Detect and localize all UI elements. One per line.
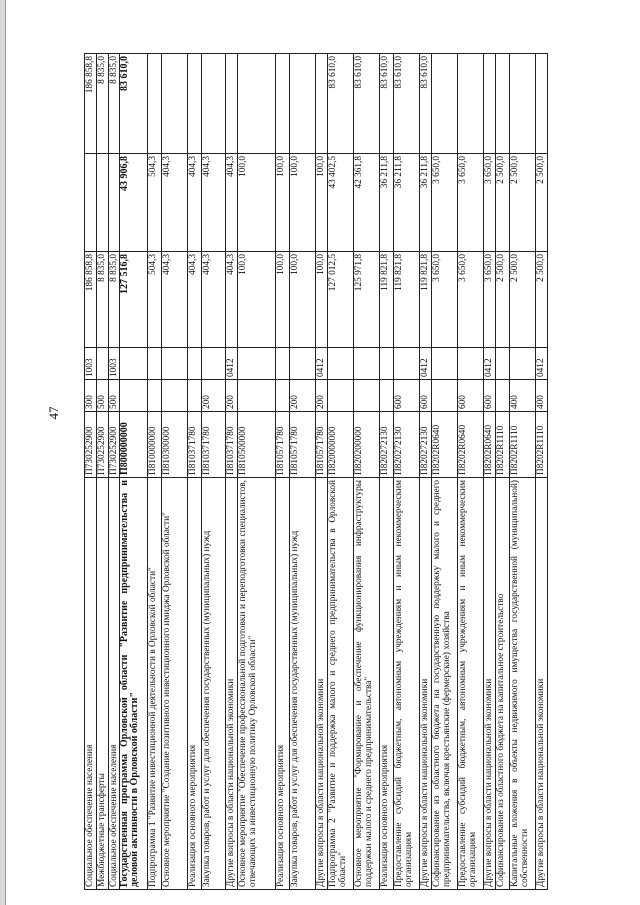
row-amount-2-cell: 100,0 [276,154,290,252]
row-name-cell: Другие вопросы в области национальной экономики [420,478,432,890]
row-section-cell: 1003 [85,348,97,380]
row-amount-2-cell: 43 402,5 [328,154,354,252]
row-amount-1-cell: 404,3 [226,252,238,348]
row-amount-1-cell: 119 821,8 [420,252,432,348]
table-row [394,54,420,890]
row-section-cell: 0412 [420,348,432,380]
row-amount-1-cell: 100,0 [290,252,316,348]
row-amount-2-cell: 3 650,0 [458,154,484,252]
table-row [458,54,484,890]
row-section-cell [394,348,420,380]
row-amount-1-cell: 2 500,0 [496,252,510,348]
table-row [120,54,148,890]
row-expense-type-cell: 500 [97,380,109,412]
rotated-page [84,54,546,890]
table-row [420,54,432,890]
row-amount-1-cell: 8 835,0 [97,252,109,348]
row-expense-type-cell: 400 [510,380,536,412]
row-name-cell: Другие вопросы в области национальной экономики [536,478,548,890]
row-section-cell: 0412 [316,348,328,380]
row-amount-3-cell [510,54,536,154]
row-expense-type-cell: 200 [202,380,226,412]
row-amount-2-cell: 42 361,8 [354,154,380,252]
row-amount-3-cell [290,54,316,154]
table-row [276,54,290,890]
row-expense-type-cell [148,380,162,412]
row-amount-1-cell: 504,3 [148,252,162,348]
row-expense-type-cell [238,380,276,412]
row-target-article-cell: П820272130 [394,412,420,478]
row-amount-2-cell [85,154,97,252]
row-section-cell [188,348,202,380]
row-amount-2-cell: 100,0 [238,154,276,252]
row-target-article-cell: П810500000 [238,412,276,478]
row-amount-3-cell [226,54,238,154]
row-target-article-cell: П8202R0640 [484,412,496,478]
row-amount-2-cell: 36 211,8 [420,154,432,252]
table-row [188,54,202,890]
row-name-cell: Капитальные вложения в объекты недвижимого имущества государственной (муниципальной) собственности [510,478,536,890]
table-row [536,54,548,890]
row-section-cell [354,348,380,380]
budget-table [84,53,548,890]
table-row [380,54,394,890]
row-target-article-cell: П8202R1110 [510,412,536,478]
row-amount-3-cell [148,54,162,154]
row-name-cell: Предоставление субсидий бюджетным, автономным учреждениям и иным некоммерческим организациям [458,478,484,890]
table-row [162,54,188,890]
row-amount-2-cell: 404,3 [202,154,226,252]
row-amount-2-cell: 504,3 [148,154,162,252]
row-target-article-cell: П810371780 [226,412,238,478]
table-row [432,54,458,890]
row-amount-2-cell: 2 500,0 [510,154,536,252]
row-expense-type-cell [496,380,510,412]
row-name-cell: Закупка товаров, работ и услуг для обеспечения государственных (муниципальных) нужд [202,478,226,890]
row-amount-3-cell [188,54,202,154]
row-amount-3-cell [432,54,458,154]
row-expense-type-cell [188,380,202,412]
row-name-cell: Основное мероприятие "Создание позитивного инвестиционного имиджа Орловской области" [162,478,188,890]
row-section-cell [276,348,290,380]
row-expense-type-cell: 600 [420,380,432,412]
row-amount-2-cell: 3 650,0 [432,154,458,252]
row-amount-2-cell: 404,3 [162,154,188,252]
table-row [202,54,226,890]
row-expense-type-cell: 300 [85,380,97,412]
row-amount-3-cell: 83 610,0 [420,54,432,154]
row-amount-1-cell: 127 012,5 [328,252,354,348]
row-section-cell [328,348,354,380]
row-expense-type-cell [328,380,354,412]
row-amount-3-cell: 83 610,0 [354,54,380,154]
row-target-article-cell: П820200000 [354,412,380,478]
row-section-cell [510,348,536,380]
row-amount-1-cell: 2 500,0 [510,252,536,348]
row-target-article-cell: П810300000 [162,412,188,478]
row-expense-type-cell [380,380,394,412]
row-expense-type-cell: 200 [316,380,328,412]
table-row [226,54,238,890]
row-section-cell [432,348,458,380]
table-row [109,54,120,890]
row-amount-1-cell: 100,0 [316,252,328,348]
row-amount-2-cell: 2 500,0 [536,154,548,252]
row-target-article-cell: П810371780 [202,412,226,478]
scan-edge-line [5,0,6,905]
row-expense-type-cell: 500 [109,380,120,412]
row-amount-1-cell: 8 835,0 [109,252,120,348]
row-amount-1-cell: 3 650,0 [484,252,496,348]
row-section-cell [238,348,276,380]
row-expense-type-cell [432,380,458,412]
row-amount-1-cell: 404,3 [188,252,202,348]
row-amount-2-cell: 404,3 [226,154,238,252]
row-target-article-cell: П730252900 [97,412,109,478]
row-amount-1-cell: 119 821,8 [380,252,394,348]
row-target-article-cell: П820272130 [420,412,432,478]
row-amount-2-cell: 2 500,0 [496,154,510,252]
row-amount-3-cell: 83 610,0 [328,54,354,154]
row-name-cell: Социальное обеспечение населения [85,478,97,890]
row-section-cell [380,348,394,380]
row-target-article-cell: П730252900 [85,412,97,478]
row-section-cell [290,348,316,380]
row-amount-1-cell: 100,0 [276,252,290,348]
row-name-cell: Основное мероприятие "Формирование и обеспечение функционирования инфраструктуры поддержки малого и среднего предпринимательства" [354,478,380,890]
table-row [328,54,354,890]
table-row [496,54,510,890]
row-amount-3-cell [276,54,290,154]
row-target-article-cell: П8202R1110 [496,412,510,478]
row-amount-1-cell: 404,3 [202,252,226,348]
row-amount-2-cell: 36 211,8 [394,154,420,252]
row-expense-type-cell: 600 [484,380,496,412]
row-amount-2-cell: 404,3 [188,154,202,252]
table-viewport [84,54,546,890]
row-name-cell: Предоставление субсидий бюджетным, автономным учреждениям и иным некоммерческим организациям [394,478,420,890]
row-name-cell: Основное мероприятие "Обеспечение профессиональной подготовки и переподготовки специалистов, отвечающих за инвестиционную политику Орловской области" [238,478,276,890]
row-expense-type-cell [276,380,290,412]
row-section-cell [496,348,510,380]
row-amount-3-cell: 83 610,0 [394,54,420,154]
row-amount-1-cell: 2 500,0 [536,252,548,348]
row-expense-type-cell [354,380,380,412]
row-amount-3-cell: 83 610,0 [120,54,148,154]
row-name-cell: Подпрограмма 1 "Развитие инвестиционной деятельности в Орловской области" [148,478,162,890]
row-name-cell: Реализация основного мероприятия [276,478,290,890]
row-amount-1-cell: 3 650,0 [458,252,484,348]
row-name-cell: Другие вопросы в области национальной экономики [316,478,328,890]
row-section-cell [97,348,109,380]
row-section-cell [148,348,162,380]
row-amount-3-cell [484,54,496,154]
row-target-article-cell: П810571780 [290,412,316,478]
row-amount-2-cell: 100,0 [290,154,316,252]
row-amount-3-cell [458,54,484,154]
row-expense-type-cell: 200 [290,380,316,412]
row-amount-3-cell [496,54,510,154]
row-amount-3-cell: 8 835,0 [109,54,120,154]
row-amount-2-cell: 43 906,8 [120,154,148,252]
row-expense-type-cell: 200 [226,380,238,412]
row-name-cell: Софинансирование из областного бюджета на государственную поддержку малого и среднего предпринимательства, включая крестьянские (фермерские) хозяйства [432,478,458,890]
row-target-article-cell: П8202R0640 [458,412,484,478]
row-amount-3-cell [202,54,226,154]
row-expense-type-cell [162,380,188,412]
row-name-cell: Другие вопросы в области национальной экономики [484,478,496,890]
row-amount-3-cell: 8 835,0 [97,54,109,154]
row-amount-1-cell: 186 858,8 [85,252,97,348]
row-name-cell: Подпрограмма 2 "Развитие и поддержка малого и среднего предпринимательства в Орловской области" [328,478,354,890]
row-amount-3-cell [316,54,328,154]
row-target-article-cell: П730252900 [109,412,120,478]
table-row [238,54,276,890]
row-section-cell [458,348,484,380]
row-amount-2-cell: 36 211,8 [380,154,394,252]
row-amount-1-cell: 3 650,0 [432,252,458,348]
row-amount-1-cell: 119 821,8 [394,252,420,348]
row-amount-3-cell [162,54,188,154]
row-expense-type-cell: 600 [458,380,484,412]
table-row [354,54,380,890]
row-amount-1-cell: 100,0 [238,252,276,348]
row-section-cell: 0412 [226,348,238,380]
row-amount-3-cell: 83 610,0 [380,54,394,154]
row-name-cell: Закупка товаров, работ и услуг для обеспечения государственных (муниципальных) нужд [290,478,316,890]
row-section-cell [120,348,148,380]
row-amount-3-cell [238,54,276,154]
row-target-article-cell: П820272130 [380,412,394,478]
table-row [510,54,536,890]
table-row [85,54,97,890]
row-amount-3-cell [536,54,548,154]
row-amount-3-cell: 186 858,8 [85,54,97,154]
table-row [97,54,109,890]
row-section-cell [162,348,188,380]
table-row [484,54,496,890]
table-row [148,54,162,890]
row-name-cell: Другие вопросы в области национальной экономики [226,478,238,890]
row-name-cell: Государственная программа Орловской области "Развитие предпринимательства и деловой активности в Орловской области" [120,478,148,890]
row-section-cell [202,348,226,380]
page-number: 47 [46,406,61,420]
row-name-cell: Социальное обеспечение населения [109,478,120,890]
row-target-article-cell: П810371780 [188,412,202,478]
row-section-cell: 1003 [109,348,120,380]
row-amount-2-cell [109,154,120,252]
row-section-cell: 0412 [536,348,548,380]
row-target-article-cell: П8202R1110 [536,412,548,478]
row-expense-type-cell: 400 [536,380,548,412]
row-amount-1-cell: 404,3 [162,252,188,348]
row-amount-2-cell [97,154,109,252]
row-amount-2-cell: 3 650,0 [484,154,496,252]
row-target-article-cell: П8202R0640 [432,412,458,478]
table-body [85,54,548,890]
row-target-article-cell: П810571780 [276,412,290,478]
table-row [290,54,316,890]
row-name-cell: Реализация основного мероприятия [188,478,202,890]
row-amount-1-cell: 127 516,8 [120,252,148,348]
row-target-article-cell: П810000000 [148,412,162,478]
row-amount-1-cell: 125 971,8 [354,252,380,348]
table-row [316,54,328,890]
row-expense-type-cell: 600 [394,380,420,412]
row-target-article-cell: П810571780 [316,412,328,478]
row-name-cell: Межбюджетные трансферты [97,478,109,890]
row-expense-type-cell [120,380,148,412]
row-name-cell: Софинансирование из областного бюджета на капитальное строительство [496,478,510,890]
row-name-cell: Реализация основного мероприятия [380,478,394,890]
row-target-article-cell: П820000000 [328,412,354,478]
row-target-article-cell: П800000000 [120,412,148,478]
row-amount-2-cell: 100,0 [316,154,328,252]
row-section-cell: 0412 [484,348,496,380]
